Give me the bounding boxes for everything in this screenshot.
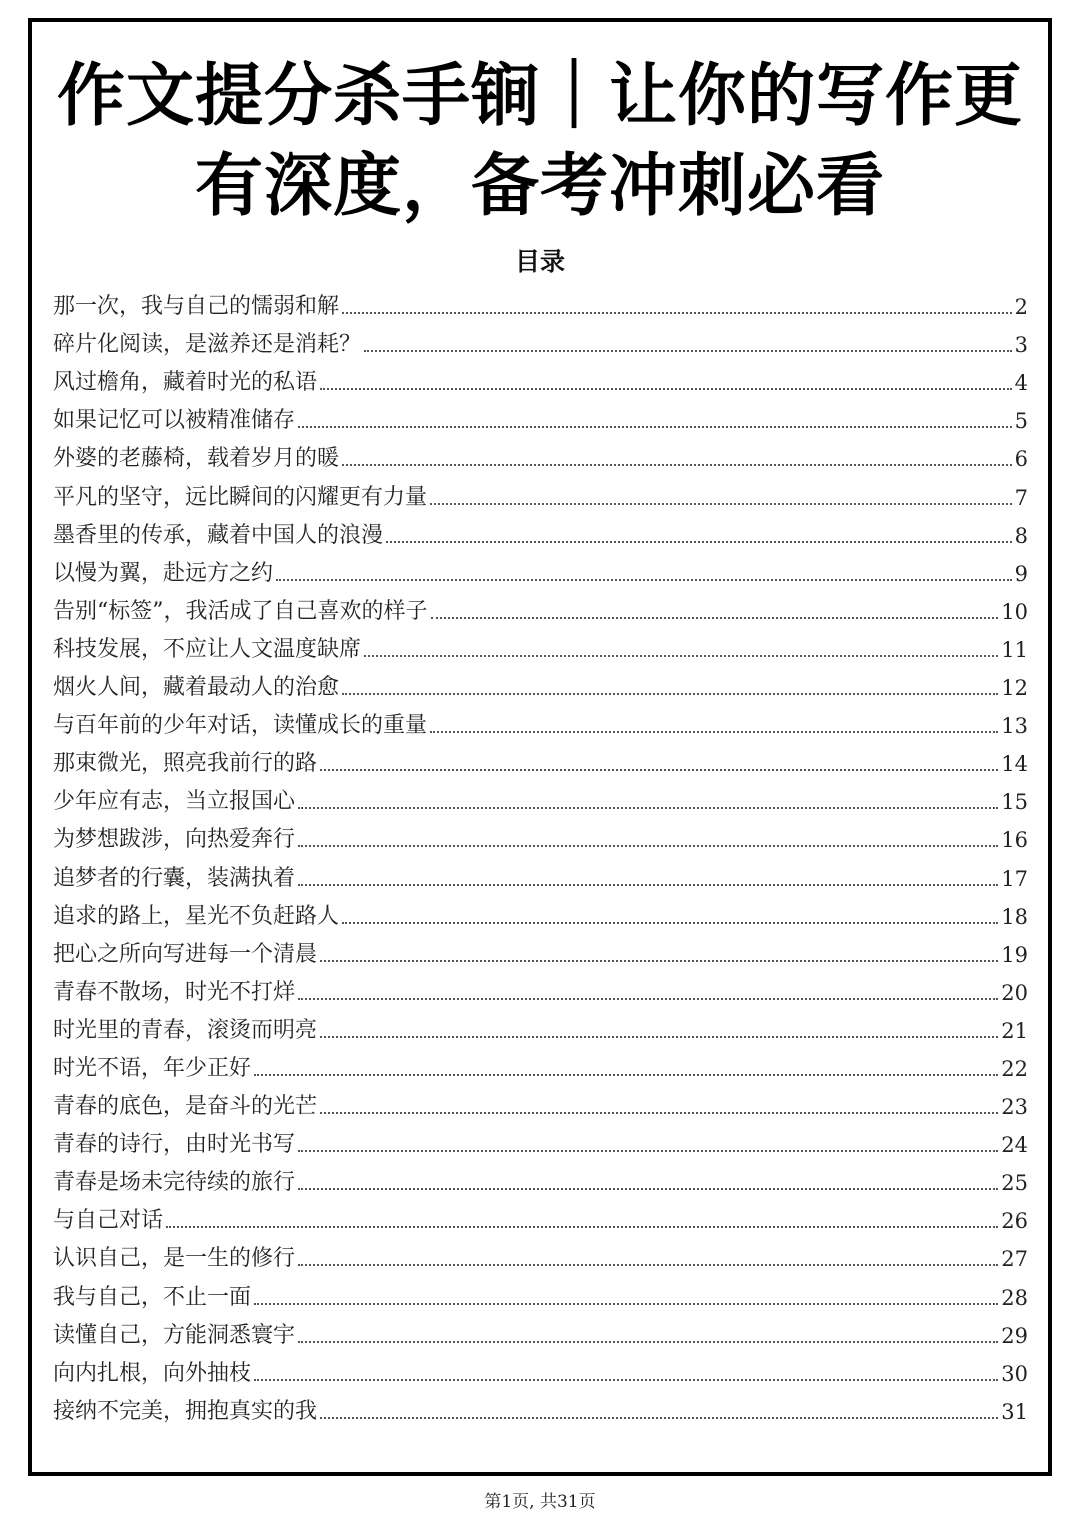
toc-entry-page-number: 20 — [1001, 980, 1028, 1005]
toc-entry-title: 认识自己，是一生的修行 — [53, 1246, 296, 1272]
toc-entry[interactable] — [53, 855, 1028, 893]
toc-dot-leader — [364, 655, 998, 657]
toc-entry-title: 读懂自己，方能洞悉寰宇 — [53, 1322, 296, 1348]
toc-entry[interactable] — [53, 284, 1028, 322]
toc-entry-page-number: 5 — [1014, 409, 1028, 434]
toc-dot-leader — [320, 1112, 998, 1114]
toc-dot-leader — [342, 312, 1012, 314]
toc-dot-leader — [386, 541, 1012, 543]
toc-dot-leader — [298, 998, 998, 1000]
toc-entry[interactable] — [53, 894, 1028, 932]
toc-entry-title: 时光不语，年少正好 — [53, 1055, 252, 1081]
toc-entry[interactable] — [53, 970, 1028, 1008]
toc-entry-title: 青春不散场，时光不打烊 — [53, 979, 296, 1005]
toc-entry-title: 那束微光，照亮我前行的路 — [53, 751, 318, 777]
toc-entry-page-number: 9 — [1014, 561, 1028, 586]
toc-entry-page-number: 28 — [1001, 1285, 1028, 1310]
toc-entry[interactable] — [53, 1160, 1028, 1198]
toc-entry-title: 追梦者的行囊，装满执着 — [53, 865, 296, 891]
toc-entry[interactable] — [53, 513, 1028, 551]
toc-entry-page-number: 6 — [1014, 447, 1028, 472]
toc-entry-title: 时光里的青春，滚烫而明亮 — [53, 1017, 318, 1043]
toc-entry-page-number: 27 — [1001, 1247, 1028, 1272]
toc-entry[interactable] — [53, 1084, 1028, 1122]
page-footer: 第1页, 共31页 — [484, 1492, 596, 1512]
toc-entry-page-number: 4 — [1014, 371, 1028, 396]
table-of-contents — [53, 284, 1028, 1427]
toc-dot-leader — [166, 1226, 998, 1228]
toc-entry-title: 以慢为翼，赴远方之约 — [53, 560, 274, 586]
toc-entry-page-number: 26 — [1001, 1209, 1028, 1234]
toc-dot-leader — [298, 426, 1012, 428]
toc-entry[interactable] — [53, 703, 1028, 741]
toc-dot-leader — [298, 807, 998, 809]
toc-entry-title: 向内扎根，向外抽枝 — [53, 1360, 252, 1386]
toc-entry-page-number: 30 — [1001, 1361, 1028, 1386]
toc-dot-leader — [298, 1188, 998, 1190]
toc-entry-page-number: 8 — [1014, 523, 1028, 548]
toc-entry-page-number: 21 — [1001, 1018, 1028, 1043]
toc-entry[interactable] — [53, 436, 1028, 474]
document-title-line-2: 有深度，备考冲刺必看 — [194, 147, 885, 226]
toc-entry-page-number: 17 — [1001, 866, 1028, 891]
toc-dot-leader — [320, 769, 998, 771]
toc-entry[interactable] — [53, 817, 1028, 855]
toc-entry-title: 青春的底色，是奋斗的光芒 — [53, 1094, 318, 1120]
toc-dot-leader — [298, 1264, 998, 1266]
toc-entry-page-number: 10 — [1001, 599, 1028, 624]
toc-entry[interactable] — [53, 1351, 1028, 1389]
toc-entry-title: 平凡的坚守，远比瞬间的闪耀更有力量 — [53, 484, 428, 510]
toc-entry-title: 把心之所向写进每一个清晨 — [53, 941, 318, 967]
toc-dot-leader — [320, 960, 998, 962]
toc-dot-leader — [342, 922, 998, 924]
document-title-line-1: 作文提分杀手锏｜让你的写作更 — [56, 57, 1023, 136]
toc-entry-page-number: 25 — [1001, 1171, 1028, 1196]
toc-entry-page-number: 22 — [1001, 1056, 1028, 1081]
toc-entry-page-number: 3 — [1014, 333, 1028, 358]
toc-dot-leader — [320, 1036, 998, 1038]
toc-entry[interactable] — [53, 551, 1028, 589]
toc-dot-leader — [254, 1379, 998, 1381]
toc-entry[interactable] — [53, 474, 1028, 512]
toc-entry-title: 外婆的老藤椅，载着岁月的暖 — [53, 446, 340, 472]
toc-entry-title: 烟火人间，藏着最动人的治愈 — [53, 675, 340, 701]
toc-dot-leader — [298, 1341, 998, 1343]
toc-entry-title: 我与自己，不止一面 — [53, 1284, 252, 1310]
toc-entry-title: 碎片化阅读，是滋养还是消耗？ — [53, 332, 362, 358]
toc-entry[interactable] — [53, 741, 1028, 779]
toc-entry-title: 少年应有志，当立报国心 — [53, 789, 296, 815]
toc-entry-title: 墨香里的传承，藏着中国人的浪漫 — [53, 522, 384, 548]
toc-dot-leader — [320, 388, 1012, 390]
toc-entry-title: 与百年前的少年对话，读懂成长的重量 — [53, 713, 428, 739]
toc-entry-page-number: 7 — [1014, 485, 1028, 510]
toc-dot-leader — [298, 1150, 998, 1152]
toc-entry-title: 告别“标签”，我活成了自己喜欢的样子 — [53, 598, 428, 624]
toc-entry-title: 为梦想跋涉，向热爱奔行 — [53, 827, 296, 853]
toc-entry-title: 与自己对话 — [53, 1208, 164, 1234]
toc-entry[interactable] — [53, 779, 1028, 817]
toc-entry-page-number: 15 — [1001, 790, 1028, 815]
toc-dot-leader — [430, 731, 998, 733]
toc-entry[interactable] — [53, 627, 1028, 665]
toc-heading: 目录 — [514, 247, 565, 276]
toc-dot-leader — [254, 1074, 998, 1076]
toc-entry-title: 接纳不完美，拥抱真实的我 — [53, 1398, 318, 1424]
toc-entry-title: 科技发展，不应让人文温度缺席 — [53, 636, 362, 662]
toc-entry[interactable] — [53, 1122, 1028, 1160]
toc-entry-page-number: 11 — [1001, 637, 1028, 662]
toc-entry-page-number: 23 — [1001, 1095, 1028, 1120]
toc-entry-title: 那一次，我与自己的懦弱和解 — [53, 294, 340, 320]
toc-entry[interactable] — [53, 1008, 1028, 1046]
toc-dot-leader — [298, 884, 998, 886]
toc-entry-title: 青春是场未完待续的旅行 — [53, 1170, 296, 1196]
toc-entry-page-number: 29 — [1001, 1323, 1028, 1348]
toc-entry[interactable] — [53, 398, 1028, 436]
toc-dot-leader — [342, 464, 1012, 466]
toc-entry[interactable] — [53, 1046, 1028, 1084]
toc-entry-page-number: 31 — [1001, 1399, 1028, 1424]
toc-dot-leader — [320, 1417, 998, 1419]
toc-entry[interactable] — [53, 665, 1028, 703]
toc-dot-leader — [364, 350, 1012, 352]
toc-dot-leader — [298, 845, 998, 847]
toc-entry-page-number: 13 — [1001, 714, 1028, 739]
document-title — [28, 52, 1052, 232]
toc-entry-page-number: 14 — [1001, 752, 1028, 777]
toc-entry-page-number: 16 — [1001, 828, 1028, 853]
toc-dot-leader — [254, 1303, 998, 1305]
toc-dot-leader — [342, 693, 998, 695]
toc-entry[interactable] — [53, 932, 1028, 970]
toc-dot-leader — [431, 617, 999, 619]
toc-entry-title: 如果记忆可以被精准储存 — [53, 408, 296, 434]
toc-entry-page-number: 18 — [1001, 904, 1028, 929]
toc-entry[interactable] — [53, 1313, 1028, 1351]
toc-entry[interactable] — [53, 589, 1028, 627]
toc-entry[interactable] — [53, 1198, 1028, 1236]
toc-entry-page-number: 2 — [1014, 295, 1028, 320]
toc-entry-page-number: 24 — [1001, 1133, 1028, 1158]
toc-entry[interactable] — [53, 1274, 1028, 1312]
toc-dot-leader — [430, 503, 1012, 505]
toc-entry-title: 青春的诗行，由时光书写 — [53, 1132, 296, 1158]
toc-entry-page-number: 19 — [1001, 942, 1028, 967]
toc-entry-page-number: 12 — [1001, 676, 1028, 701]
toc-dot-leader — [276, 579, 1012, 581]
toc-entry-title: 风过檐角，藏着时光的私语 — [53, 370, 318, 396]
toc-entry[interactable] — [53, 1236, 1028, 1274]
toc-entry[interactable] — [53, 322, 1028, 360]
toc-entry[interactable] — [53, 1389, 1028, 1427]
toc-entry-title: 追求的路上，星光不负赶路人 — [53, 903, 340, 929]
toc-entry[interactable] — [53, 360, 1028, 398]
